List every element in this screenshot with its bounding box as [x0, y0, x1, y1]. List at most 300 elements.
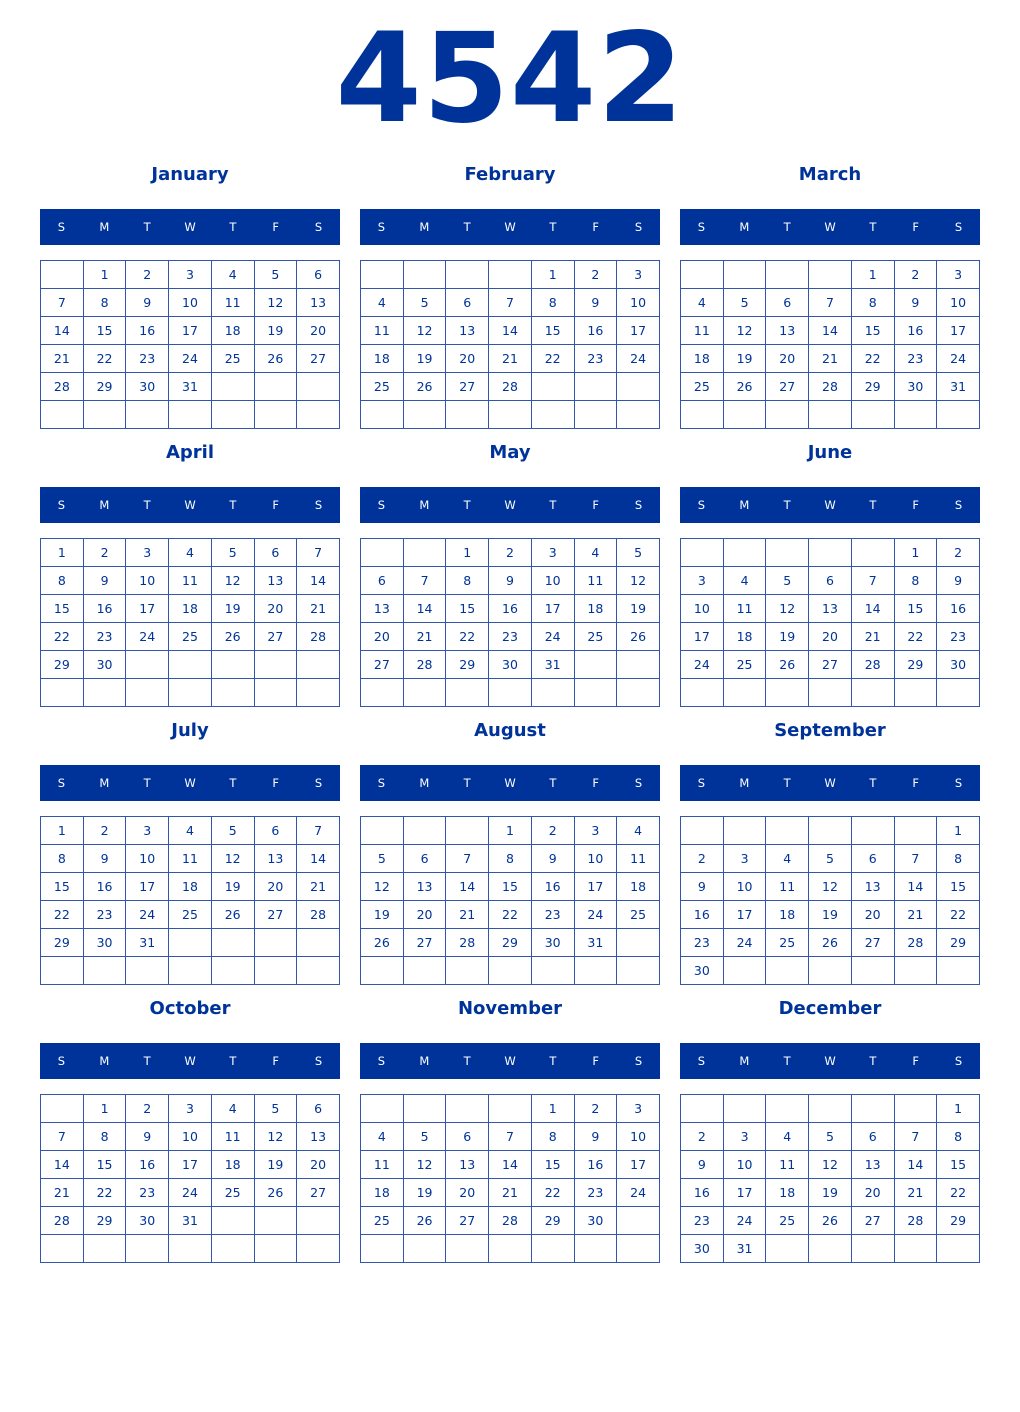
day-cell: 13 [254, 845, 297, 873]
day-cell: 26 [403, 1207, 446, 1235]
day-cell [681, 539, 724, 567]
week-row [41, 1179, 340, 1207]
day-cell: 18 [574, 595, 617, 623]
day-cell: 15 [83, 317, 126, 345]
day-cell [809, 1095, 852, 1123]
day-cell [574, 1235, 617, 1263]
day-cell [403, 539, 446, 567]
day-cell: 3 [617, 1095, 660, 1123]
day-cell [403, 1095, 446, 1123]
month-name: July [171, 720, 209, 741]
day-cell: 16 [531, 873, 574, 901]
day-cell: 29 [937, 1207, 980, 1235]
day-cell [489, 1095, 532, 1123]
day-cell: 5 [254, 1095, 297, 1123]
day-cell: 1 [937, 817, 980, 845]
day-cell [83, 957, 126, 985]
day-cell: 23 [83, 623, 126, 651]
day-cell: 23 [531, 901, 574, 929]
day-cell: 2 [574, 261, 617, 289]
month-name: September [774, 720, 886, 741]
day-cell: 30 [83, 929, 126, 957]
day-cell [809, 679, 852, 707]
day-cell: 9 [83, 845, 126, 873]
week-row [681, 595, 980, 623]
day-cell [766, 1235, 809, 1263]
week-row [41, 651, 340, 679]
day-cell: 8 [937, 845, 980, 873]
day-cell: 16 [126, 317, 169, 345]
day-cell [851, 817, 894, 845]
day-cell [681, 817, 724, 845]
day-grid [40, 816, 340, 985]
day-cell: 4 [766, 845, 809, 873]
weekday-label: T [229, 498, 237, 512]
day-cell: 17 [531, 595, 574, 623]
weekday-label: S [954, 498, 963, 512]
day-cell: 15 [41, 873, 84, 901]
week-row [41, 345, 340, 373]
day-cell: 29 [446, 651, 489, 679]
day-cell: 30 [574, 1207, 617, 1235]
day-cell [723, 261, 766, 289]
week-row [361, 401, 660, 429]
day-cell: 30 [681, 1235, 724, 1263]
day-cell: 21 [894, 1179, 937, 1207]
day-cell: 1 [531, 1095, 574, 1123]
week-row [41, 845, 340, 873]
day-cell: 11 [617, 845, 660, 873]
day-cell: 3 [681, 567, 724, 595]
day-cell [297, 401, 340, 429]
weekday-label: W [504, 1054, 516, 1068]
day-cell: 14 [297, 845, 340, 873]
day-cell [894, 957, 937, 985]
day-cell [211, 679, 254, 707]
weekday-label: M [419, 498, 430, 512]
day-cell: 28 [489, 1207, 532, 1235]
day-cell: 15 [531, 1151, 574, 1179]
day-cell: 11 [574, 567, 617, 595]
day-cell: 27 [254, 623, 297, 651]
day-cell [617, 651, 660, 679]
weekday-label: T [869, 776, 877, 790]
day-cell: 9 [937, 567, 980, 595]
day-cell [83, 679, 126, 707]
week-row [681, 289, 980, 317]
day-cell: 15 [446, 595, 489, 623]
weekday-label: T [229, 220, 237, 234]
day-cell: 19 [766, 623, 809, 651]
day-cell: 12 [617, 567, 660, 595]
day-cell: 11 [681, 317, 724, 345]
day-cell [446, 679, 489, 707]
day-cell: 18 [361, 1179, 404, 1207]
day-cell [809, 817, 852, 845]
weekday-label: S [377, 498, 386, 512]
week-row [681, 901, 980, 929]
day-cell: 19 [254, 317, 297, 345]
day-cell: 24 [937, 345, 980, 373]
day-cell: 22 [937, 901, 980, 929]
month-name: October [149, 998, 231, 1019]
day-cell [617, 1207, 660, 1235]
day-cell: 3 [723, 1123, 766, 1151]
day-cell: 9 [489, 567, 532, 595]
day-cell: 5 [766, 567, 809, 595]
day-cell: 1 [83, 1095, 126, 1123]
week-row [681, 679, 980, 707]
day-cell [169, 401, 212, 429]
day-cell: 3 [531, 539, 574, 567]
day-cell: 24 [169, 1179, 212, 1207]
day-cell [937, 957, 980, 985]
day-cell: 14 [894, 1151, 937, 1179]
day-cell: 12 [211, 567, 254, 595]
day-cell: 22 [937, 1179, 980, 1207]
day-cell [254, 1235, 297, 1263]
day-cell: 26 [766, 651, 809, 679]
day-cell [254, 929, 297, 957]
day-cell [361, 817, 404, 845]
weekday-label: F [592, 776, 600, 790]
day-cell [361, 679, 404, 707]
day-cell: 12 [254, 1123, 297, 1151]
day-cell: 3 [169, 1095, 212, 1123]
day-cell: 5 [403, 289, 446, 317]
weekday-label: T [783, 498, 791, 512]
day-cell: 23 [489, 623, 532, 651]
day-cell [446, 401, 489, 429]
day-cell: 18 [766, 901, 809, 929]
day-cell: 7 [297, 539, 340, 567]
day-cell: 18 [617, 873, 660, 901]
day-cell: 27 [403, 929, 446, 957]
day-cell: 7 [851, 567, 894, 595]
day-cell: 30 [126, 1207, 169, 1235]
weekday-label: T [143, 220, 151, 234]
day-cell: 11 [211, 1123, 254, 1151]
day-cell: 11 [169, 567, 212, 595]
day-cell: 4 [766, 1123, 809, 1151]
weekday-label: S [57, 220, 66, 234]
day-cell: 3 [617, 261, 660, 289]
day-cell [361, 1095, 404, 1123]
weekday-header [680, 1043, 980, 1079]
day-cell [681, 679, 724, 707]
week-row [41, 817, 340, 845]
day-cell: 28 [894, 929, 937, 957]
weekday-label: T [463, 776, 471, 790]
day-cell: 16 [894, 317, 937, 345]
week-row [361, 845, 660, 873]
day-cell: 31 [723, 1235, 766, 1263]
day-cell: 11 [766, 1151, 809, 1179]
day-cell [617, 929, 660, 957]
weekday-label: T [869, 1054, 877, 1068]
day-cell [681, 401, 724, 429]
day-cell: 12 [211, 845, 254, 873]
day-cell: 13 [403, 873, 446, 901]
day-cell: 26 [809, 929, 852, 957]
day-cell: 1 [83, 261, 126, 289]
week-row [361, 261, 660, 289]
day-cell: 27 [361, 651, 404, 679]
day-cell [723, 401, 766, 429]
day-cell [574, 373, 617, 401]
weekday-label: M [99, 498, 110, 512]
day-cell: 5 [211, 817, 254, 845]
day-cell: 5 [361, 845, 404, 873]
day-cell: 16 [83, 873, 126, 901]
day-cell: 16 [126, 1151, 169, 1179]
day-cell: 24 [169, 345, 212, 373]
day-cell: 4 [681, 289, 724, 317]
day-cell [766, 679, 809, 707]
day-cell [403, 1235, 446, 1263]
weekday-label: W [504, 220, 516, 234]
day-cell [809, 1235, 852, 1263]
day-cell: 29 [531, 1207, 574, 1235]
day-cell: 13 [851, 873, 894, 901]
day-cell: 26 [723, 373, 766, 401]
day-cell [531, 679, 574, 707]
week-row [361, 679, 660, 707]
day-cell: 20 [361, 623, 404, 651]
weekday-label: W [184, 776, 196, 790]
day-cell: 12 [723, 317, 766, 345]
day-cell: 21 [403, 623, 446, 651]
day-cell: 29 [937, 929, 980, 957]
week-row [41, 539, 340, 567]
weekday-label: M [419, 220, 430, 234]
day-cell: 16 [574, 317, 617, 345]
day-cell [41, 401, 84, 429]
week-row [681, 873, 980, 901]
day-cell: 28 [41, 1207, 84, 1235]
day-cell: 15 [894, 595, 937, 623]
day-cell [297, 1235, 340, 1263]
weekday-label: F [592, 498, 600, 512]
day-cell: 14 [446, 873, 489, 901]
month-name: March [798, 164, 862, 185]
day-cell: 28 [446, 929, 489, 957]
week-row [41, 901, 340, 929]
day-cell: 6 [446, 289, 489, 317]
day-cell [809, 261, 852, 289]
day-cell [723, 679, 766, 707]
week-row [41, 317, 340, 345]
month-name: June [807, 442, 853, 463]
day-cell [126, 957, 169, 985]
day-cell: 1 [41, 817, 84, 845]
day-cell: 19 [809, 1179, 852, 1207]
day-grid [680, 816, 980, 985]
weekday-label: M [419, 1054, 430, 1068]
day-cell [297, 957, 340, 985]
weekday-label: T [549, 220, 557, 234]
day-cell: 23 [83, 901, 126, 929]
week-row [681, 845, 980, 873]
week-row [361, 317, 660, 345]
month-name: November [457, 998, 563, 1019]
weekday-label: T [463, 498, 471, 512]
day-cell: 21 [297, 873, 340, 901]
weekday-header [360, 1043, 660, 1079]
weekday-label: M [99, 776, 110, 790]
day-cell: 23 [894, 345, 937, 373]
day-cell [723, 1095, 766, 1123]
day-cell: 15 [489, 873, 532, 901]
day-cell: 11 [361, 317, 404, 345]
week-row [361, 957, 660, 985]
weekday-label: T [783, 220, 791, 234]
day-cell: 4 [574, 539, 617, 567]
weekday-label: W [504, 776, 516, 790]
day-cell: 26 [361, 929, 404, 957]
day-cell: 15 [851, 317, 894, 345]
day-cell: 2 [126, 261, 169, 289]
day-cell [446, 1095, 489, 1123]
day-cell: 30 [937, 651, 980, 679]
day-cell: 10 [617, 1123, 660, 1151]
weekday-header [360, 765, 660, 801]
day-cell: 14 [894, 873, 937, 901]
day-cell [681, 261, 724, 289]
day-cell: 19 [617, 595, 660, 623]
day-cell [403, 817, 446, 845]
day-cell: 19 [254, 1151, 297, 1179]
day-cell: 14 [809, 317, 852, 345]
day-cell: 25 [361, 1207, 404, 1235]
week-row [41, 373, 340, 401]
day-cell: 2 [937, 539, 980, 567]
day-cell: 9 [681, 873, 724, 901]
week-row [41, 595, 340, 623]
day-cell: 21 [297, 595, 340, 623]
day-cell: 29 [851, 373, 894, 401]
week-row [361, 1179, 660, 1207]
day-cell: 25 [723, 651, 766, 679]
day-cell: 21 [809, 345, 852, 373]
day-cell: 20 [254, 595, 297, 623]
day-cell [766, 539, 809, 567]
day-cell: 5 [254, 261, 297, 289]
day-cell: 25 [766, 1207, 809, 1235]
day-cell: 9 [574, 289, 617, 317]
day-cell: 12 [361, 873, 404, 901]
day-cell: 1 [937, 1095, 980, 1123]
day-cell: 11 [361, 1151, 404, 1179]
day-cell: 8 [41, 567, 84, 595]
week-row [41, 873, 340, 901]
day-cell [894, 1095, 937, 1123]
day-cell: 8 [894, 567, 937, 595]
day-cell [41, 1235, 84, 1263]
day-cell: 14 [851, 595, 894, 623]
week-row [41, 567, 340, 595]
weekday-label: S [634, 498, 643, 512]
day-cell: 29 [83, 373, 126, 401]
week-row [361, 1207, 660, 1235]
day-cell: 30 [531, 929, 574, 957]
day-cell [894, 817, 937, 845]
week-row [41, 1095, 340, 1123]
weekday-label: S [377, 776, 386, 790]
day-cell: 5 [809, 1123, 852, 1151]
day-cell: 18 [766, 1179, 809, 1207]
day-cell [894, 401, 937, 429]
day-cell: 21 [851, 623, 894, 651]
weekday-label: F [272, 220, 280, 234]
day-cell: 20 [446, 1179, 489, 1207]
day-cell: 18 [211, 317, 254, 345]
weekday-header [680, 765, 980, 801]
day-cell: 10 [937, 289, 980, 317]
week-row [41, 289, 340, 317]
weekday-label: S [314, 1054, 323, 1068]
day-cell [211, 651, 254, 679]
day-cell: 29 [83, 1207, 126, 1235]
day-cell: 1 [446, 539, 489, 567]
day-cell: 6 [446, 1123, 489, 1151]
day-cell: 14 [41, 1151, 84, 1179]
day-cell: 28 [297, 901, 340, 929]
day-cell: 10 [169, 289, 212, 317]
day-cell: 5 [617, 539, 660, 567]
day-cell: 18 [169, 873, 212, 901]
weekday-label: S [697, 220, 706, 234]
day-cell: 22 [446, 623, 489, 651]
day-cell: 13 [297, 289, 340, 317]
week-row [41, 401, 340, 429]
day-cell [211, 401, 254, 429]
weekday-label: T [549, 1054, 557, 1068]
day-cell: 19 [723, 345, 766, 373]
day-cell: 8 [446, 567, 489, 595]
day-cell: 15 [937, 873, 980, 901]
week-row [681, 261, 980, 289]
weekday-label: M [99, 1054, 110, 1068]
day-cell: 23 [937, 623, 980, 651]
day-cell: 29 [41, 929, 84, 957]
week-row [681, 817, 980, 845]
day-cell: 22 [851, 345, 894, 373]
day-cell: 27 [297, 1179, 340, 1207]
day-cell: 26 [403, 373, 446, 401]
day-cell: 4 [169, 539, 212, 567]
day-cell [851, 401, 894, 429]
day-cell: 2 [83, 817, 126, 845]
day-cell: 21 [489, 345, 532, 373]
day-cell: 19 [211, 595, 254, 623]
week-row [361, 817, 660, 845]
day-cell: 7 [41, 1123, 84, 1151]
day-cell [361, 957, 404, 985]
day-grid [40, 1094, 340, 1263]
day-cell: 18 [361, 345, 404, 373]
weekday-label: M [739, 776, 750, 790]
day-cell [723, 957, 766, 985]
day-cell: 4 [169, 817, 212, 845]
day-cell: 17 [937, 317, 980, 345]
week-row [681, 1179, 980, 1207]
day-cell: 22 [531, 1179, 574, 1207]
week-row [681, 651, 980, 679]
day-cell: 23 [126, 345, 169, 373]
day-cell: 24 [617, 345, 660, 373]
day-cell [211, 957, 254, 985]
